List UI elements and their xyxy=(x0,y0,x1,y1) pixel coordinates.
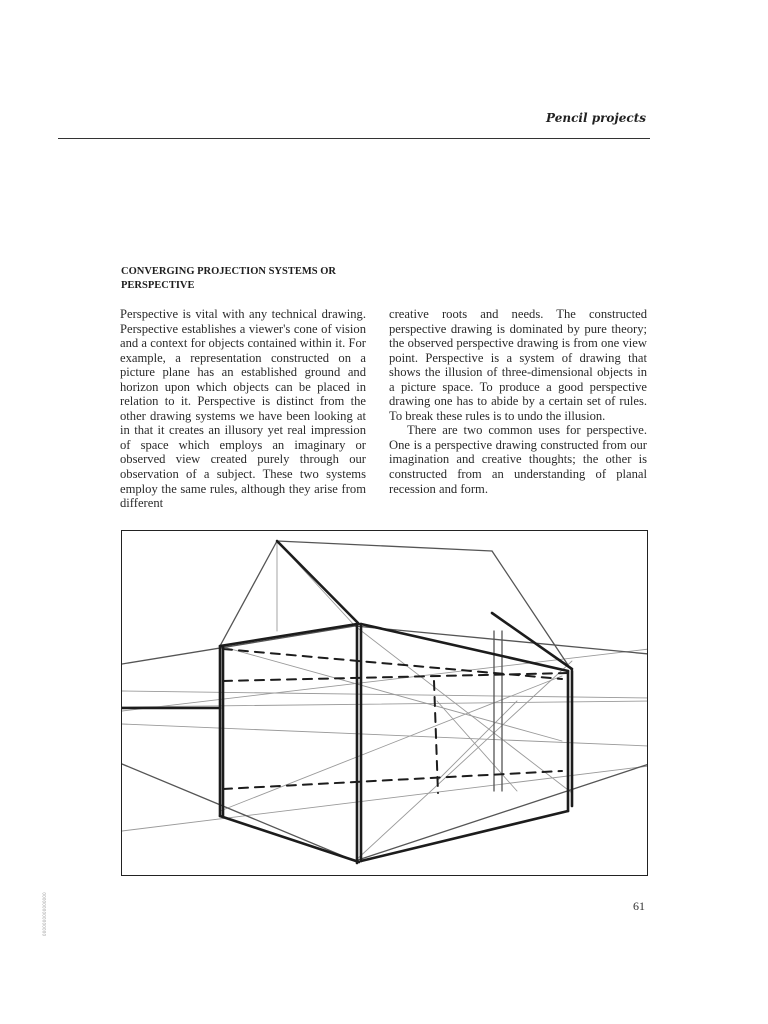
body-paragraph-left: Perspective is vital with any technical drawing. Perspective establishes a viewer's cone of vision and a context for objects contained within it. For example, a representation constructed on a picture plane has an established ground and horizon upon which objects can be placed in relation to it. Perspective is distinct from the other drawing systems we have been looking at in that it creates an illusory yet real impression of space which employs an imaginary or observed view created purely through our observation of a subject. These two systems employ the same rules, although they arise from different xyxy=(120,307,366,511)
section-heading: CONVERGING PROJECTION SYSTEMS OR PERSPECTIVE xyxy=(121,266,336,291)
text-column-right xyxy=(389,307,647,496)
text-column-left xyxy=(120,307,366,511)
side-print-mark: 0000000000000000 xyxy=(42,892,47,936)
body-paragraph-right-1: creative roots and needs. The constructed perspective drawing is dominated by pure theory; the observed perspective drawing is from one view point. Perspective is a system of drawing that shows the illusion of three-dimensional objects in a picture space. To produce a good perspective drawing one has to abide by a certain set of rules. To break these rules is to undo the illusion. xyxy=(389,307,647,423)
page-number: 61 xyxy=(633,899,645,913)
running-head-title: Pencil projects xyxy=(546,111,646,125)
body-paragraph-right-2: There are two common uses for perspective. One is a perspective drawing constructed from our imagination and creative thoughts; the other is constructed from an understanding of planal recession and form. xyxy=(389,423,647,496)
perspective-sketch-image xyxy=(122,531,648,876)
header-rule xyxy=(58,138,650,139)
perspective-drawing-figure xyxy=(121,530,648,876)
